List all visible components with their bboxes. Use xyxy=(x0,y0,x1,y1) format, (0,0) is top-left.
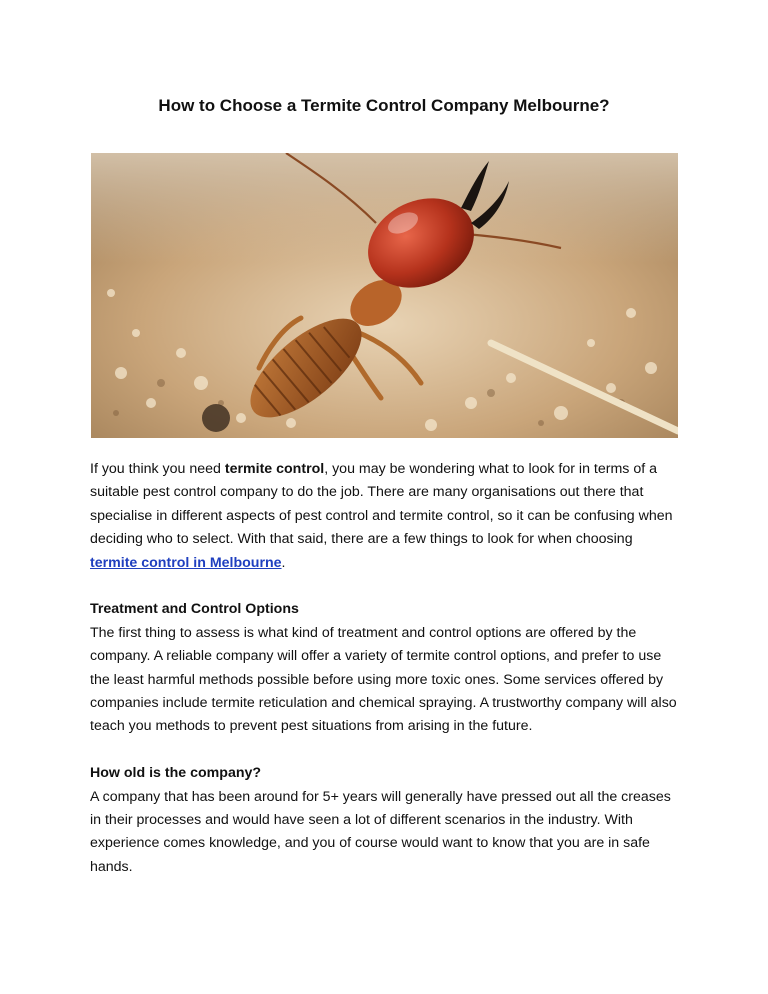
intro-text-1: If you think you need xyxy=(90,461,225,477)
intro-text-2: , you may be wondering what to look for in terms of a suitable pest control company to do the job. There are many organisations out there that specialise in different aspects of pest control and termite control, so it can be confusing when deciding who to select. With that said, there are a few things to look for when choosing xyxy=(90,461,673,548)
section-company-age xyxy=(90,762,682,879)
section-heading: Treatment and Control Options xyxy=(90,601,299,618)
section-body: The first thing to assess is what kind of treatment and control options are offered by the company. A reliable company will offer a variety of termite control options, and prefer to use the least harmful methods possible before using more toxic ones. Some services offered by companies include termite reticulation and chemical spraying. A trustworthy company will also teach you methods to prevent pest situations from arising in the future. xyxy=(90,624,677,735)
intro-paragraph xyxy=(90,458,682,575)
page-title: How to Choose a Termite Control Company Melbourne? xyxy=(158,96,610,115)
intro-bold-text: termite control xyxy=(224,461,325,477)
article-body xyxy=(90,458,682,903)
section-body: A company that has been around for 5+ years will generally have pressed out all the creases in their processes and would have seen a lot of different scenarios in the industry. With experience comes knowledge, and you of course would want to know that you are in safe hands. xyxy=(90,788,671,875)
section-treatment xyxy=(90,598,682,738)
intro-text-3: . xyxy=(281,554,286,571)
termite-control-melbourne-link[interactable]: termite control in Melbourne xyxy=(90,554,282,571)
termite-photo xyxy=(91,153,678,438)
section-heading: How old is the company? xyxy=(90,765,262,782)
